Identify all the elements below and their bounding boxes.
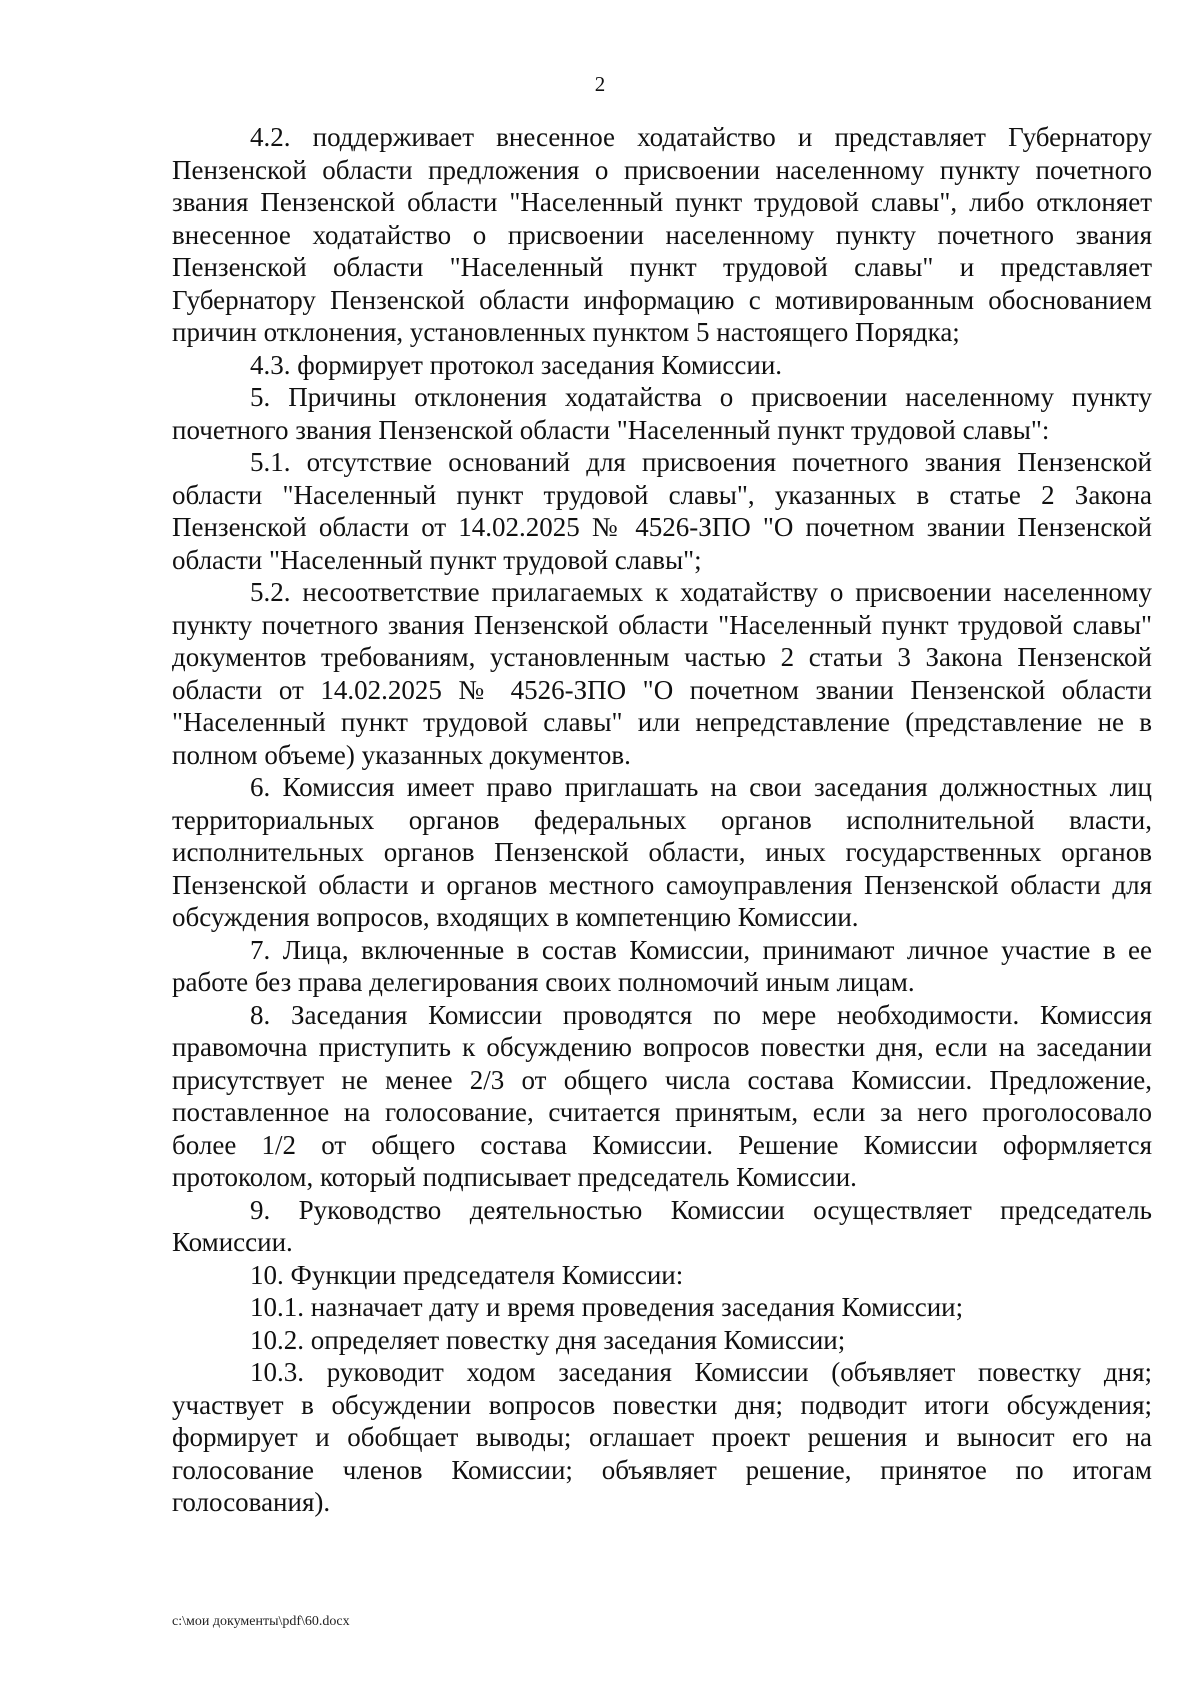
paragraph-5: 5. Причины отклонения ходатайства о присвоении населенному пункту почетного звания Пензенской области "Населенный пункт трудовой славы": [172, 382, 1152, 445]
paragraph-6: 6. Комиссия имеет право приглашать на свои заседания должностных лиц территориальных органов федеральных органов исполнительной власти, исполнительных органов Пензенской области, иных государственных органов Пензенской области и органов местного самоуправления Пензенской области для обсуждения вопросов, входящих в компетенцию Комиссии. [172, 772, 1152, 932]
page-number: 2 [594, 72, 606, 96]
paragraph-4-2: 4.2. поддерживает внесенное ходатайство и представляет Губернатору Пензенской области предложения о присвоении населенному пункту почетного звания Пензенской области "Населенный пункт трудовой славы", либо отклоняет внесенное ходатайство о присвоении населенному пункту почетного звания Пензенской области "Населенный пункт трудовой славы" и представляет Губернатору Пензенской области информацию с мотивированным обоснованием причин отклонения, установленных пунктом 5 настоящего Порядка; [172, 122, 1152, 347]
paragraph-5-2: 5.2. несоответствие прилагаемых к ходатайству о присвоении населенному пункту почетного звания Пензенской области "Населенный пункт трудовой славы" документов требованиям, установленным частью 2 статьи 3 Закона Пензенской области от 14.02.2025 № 4526-ЗПО "О почетном звании Пензенской области "Населенный пункт трудовой славы" или непредставление (представление не в полном объеме) указанных документов. [172, 577, 1152, 770]
paragraph-9: 9. Руководство деятельностью Комиссии осуществляет председатель Комиссии. [172, 1194, 1152, 1257]
paragraph-7: 7. Лица, включенные в состав Комиссии, принимают личное участие в ее работе без права делегирования своих полномочий иным лицам. [172, 934, 1152, 997]
paragraph-10: 10. Функции председателя Комиссии: [250, 1259, 684, 1290]
paragraph-4-3: 4.3. формирует протокол заседания Комиссии. [250, 349, 783, 380]
paragraph-10-3: 10.3. руководит ходом заседания Комиссии (объявляет повестку дня; участвует в обсуждении вопросов повестки дня; подводит итоги обсуждения; формирует и обобщает выводы; оглашает проект решения и выносит его на голосование членов Комиссии; объявляет решение, принятое по итогам голосования). [172, 1357, 1152, 1517]
paragraph-10-2: 10.2. определяет повестку дня заседания Комиссии; [250, 1324, 846, 1355]
paragraph-8: 8. Заседания Комиссии проводятся по мере необходимости. Комиссия правомочна приступить к обсуждению вопросов повестки дня, если на заседании присутствует не менее 2/3 от общего числа состава Комиссии. Предложение, поставленное на голосование, считается принятым, если за него проголосовало более 1/2 от общего состава Комиссии. Решение Комиссии оформляется протоколом, который подписывает председатель Комиссии. [172, 999, 1152, 1192]
footer-file-path: c:\мои документы\pdf\60.docx [172, 1614, 350, 1629]
paragraph-10-1: 10.1. назначает дату и время проведения заседания Комиссии; [250, 1292, 964, 1322]
paragraph-5-1: 5.1. отсутствие оснований для присвоения почетного звания Пензенской области "Населенный пункт трудовой славы", указанных в статье 2 Закона Пензенской области от 14.02.2025 № 4526-ЗПО "О почетном звании Пензенской области "Населенный пункт трудовой славы"; [172, 447, 1152, 575]
document-body [172, 121, 1152, 1519]
